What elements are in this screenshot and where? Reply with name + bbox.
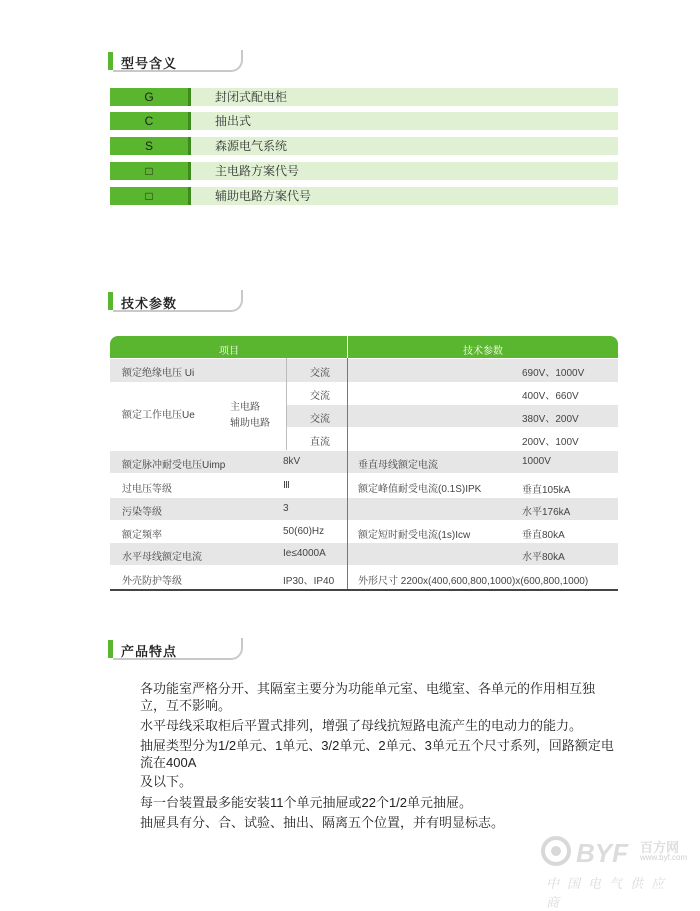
model-row: [110, 187, 618, 205]
param-value: IP30、IP40: [283, 576, 335, 587]
section-title-features: [108, 638, 242, 660]
param-label: 额定脉冲耐受电压Uimp: [122, 460, 226, 471]
param-label: 额定峰值耐受电流(0.1S)IPK: [358, 484, 482, 495]
param-value: 8kV: [283, 456, 301, 467]
table-header-left: 项目: [219, 346, 239, 357]
param-sub-main: 主电路: [230, 402, 260, 413]
feature-item: 抽屉类型分为1/2单元、1单元、3/2单元、2单元、3单元五个尺寸系列，回路额定电流在400A: [140, 738, 614, 770]
model-code: S: [110, 137, 188, 155]
param-value: 垂直80kA: [522, 530, 565, 541]
feature-item: 每一台装置最多能安装11个单元抽屉或22个1/2单元抽屉。: [140, 795, 473, 810]
watermark: [540, 835, 690, 910]
feature-item: 抽屉具有分、合、试验、抽出、隔离五个位置，并有明显标志。: [140, 815, 505, 830]
feature-item: 及以下。: [140, 774, 193, 789]
param-value: 水平80kA: [522, 552, 565, 563]
watermark-cn: 百方网: [640, 840, 680, 855]
model-desc: 森源电气系统: [191, 137, 618, 155]
param-label: 外壳防护等级: [122, 576, 182, 587]
watermark-logo-text: BYF: [576, 838, 628, 868]
table-header: [110, 336, 618, 358]
param-sub: 交流: [310, 368, 330, 379]
param-label: 垂直母线额定电流: [358, 460, 438, 471]
model-desc: 主电路方案代号: [191, 162, 618, 180]
param-sub: 交流: [310, 414, 330, 425]
model-row: [110, 162, 618, 180]
param-label: 过电压等级: [122, 484, 172, 495]
param-value: 水平176kA: [522, 507, 571, 518]
feature-item: 水平母线采取柜后平置式排列，增强了母线抗短路电流产生的电动力的能力。: [140, 718, 583, 733]
model-code: C: [110, 112, 188, 130]
model-desc: 辅助电路方案代号: [191, 187, 618, 205]
param-value: 垂直105kA: [522, 485, 571, 496]
feature-item: 各功能室严格分开、其隔室主要分为功能单元室、电缆室、各单元的作用相互独立，互不影响。: [140, 681, 596, 713]
param-value: Ⅲ: [283, 480, 290, 491]
param-sub-aux: 辅助电路: [230, 418, 270, 429]
param-value: Ie≤4000A: [283, 548, 326, 559]
watermark-url: www.byf.com: [640, 853, 688, 862]
param-value: 380V、200V: [522, 414, 579, 425]
param-label: 额定短时耐受电流(1s)Icw: [358, 530, 471, 541]
param-label: 额定绝缘电压 Ui: [122, 368, 195, 379]
model-desc: 抽出式: [191, 112, 618, 130]
param-label: 额定工作电压Ue: [122, 410, 195, 421]
param-value: 50(60)Hz: [283, 526, 325, 537]
section-title-text: 型号含义: [121, 56, 178, 71]
table-header-right: 技术参数: [463, 346, 503, 357]
section-title-text: 产品特点: [121, 644, 178, 659]
param-value: 400V、660V: [522, 391, 579, 402]
param-label: 外形尺寸 2200x(400,600,800,1000)x(600,800,1000): [358, 576, 589, 587]
param-value: 690V、1000V: [522, 368, 585, 379]
param-value: 200V、100V: [522, 437, 579, 448]
model-code: G: [110, 88, 188, 106]
param-label: 污染等级: [122, 507, 162, 518]
param-label: 额定频率: [122, 530, 162, 541]
watermark-slogan: 中国电气供应商: [546, 876, 673, 910]
model-row: [110, 88, 618, 106]
param-value: 1000V: [522, 456, 551, 467]
param-sub: 交流: [310, 391, 330, 402]
model-code: □: [110, 162, 188, 180]
model-row: [110, 112, 618, 130]
param-sub: 直流: [310, 437, 330, 448]
model-row: [110, 137, 618, 155]
section-title-text: 技术参数: [121, 296, 178, 311]
section-title-tech: [108, 290, 242, 312]
param-label: 水平母线额定电流: [122, 552, 202, 563]
model-code: □: [110, 187, 188, 205]
param-value: 3: [283, 503, 289, 514]
section-title-model: [108, 50, 242, 72]
model-desc: 封闭式配电柜: [191, 88, 618, 106]
